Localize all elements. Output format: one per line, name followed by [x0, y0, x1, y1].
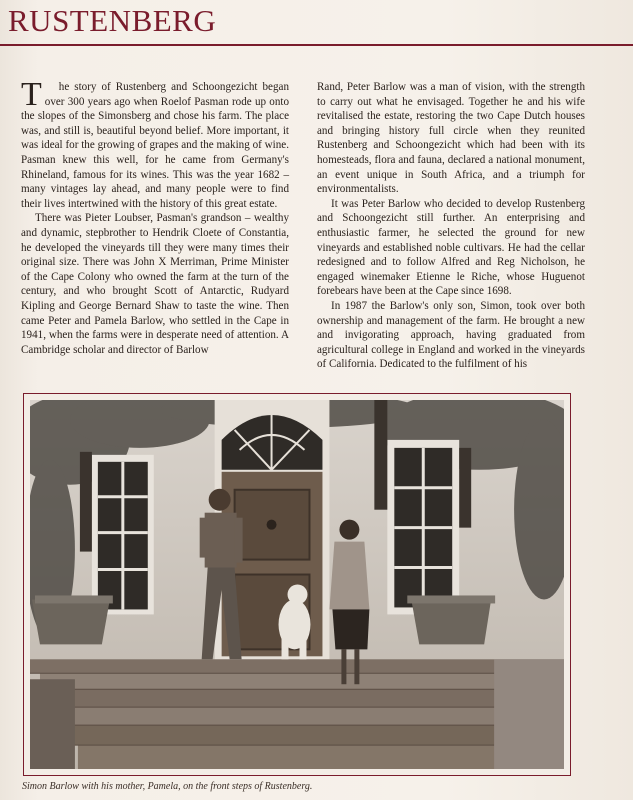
paragraph: There was Pieter Loubser, Pasman's grandson – wealthy and dynamic, stepbrother to Hendrik Cloete of Constantia, he developed the vineyards till they were many times their original size. There was John X Merriman, Prime Minister of the Cape Colony who owned the farm at the turn of the century, and who brought Scott of Antarctic, Rudyard Kipling and George Bernard Shaw to taste the wine. Then came Peter and Pamela Barlow, who settled in the Cape in 1941, when the farms were in desperate need of attention. A Cambridge scholar and director of Barlow [21, 212, 289, 356]
title-rule [0, 44, 633, 46]
paragraph: Rand, Peter Barlow was a man of vision, with the strength to carry out what he envisaged. Together he and his wife revitalised the estate, restoring the two Cape Dutch houses and bringing history full circle when they reunited Rustenberg and Schoongezicht which had been with its homesteads, flora and fauna, declared a national monument, an event unique in South Africa, and a triumph for environmentalists. [317, 81, 585, 196]
right-column [317, 80, 585, 372]
estate-photo [30, 400, 564, 769]
photo-caption: Simon Barlow with his mother, Pamela, on the front steps of Rustenberg. [22, 781, 313, 792]
paragraph: It was Peter Barlow who decided to develop Rustenberg and Schoongezicht still further. An enterprising and enthusiastic farmer, he selected the ground for new vineyards and established noble cultivars. He had the cellar redesigned and to follow Alfred and Reg Nicholson, he engaged winemaker Etienne le Riche, whose Huguenot forebears have been at the Cape since 1698. [317, 197, 585, 298]
paragraph: In 1987 the Barlow's only son, Simon, took over both ownership and management of the farm. He brought a new and invigorating approach, having graduated from agricultural college in England and worked in the vineyards of California. Dedicated to the fulfilment of his [317, 299, 585, 371]
drop-cap: T [21, 76, 42, 113]
photo-frame [23, 393, 571, 776]
front-steps [30, 659, 564, 769]
paragraph [21, 76, 289, 211]
left-column [21, 76, 289, 357]
paragraph-text: he story of Rustenberg and Schoongezicht began over 300 years ago when Roelof Pasman rode up onto the slopes of the Simonsberg and chose his farm. The place was, and still is, beautiful beyond belief. More important, it was ideal for the growing of grapes and the making of wine. Pasman knew this well, for he came from Germany's Rhineland, famous for its wines. This was the year 1682 – many vintages lay ahead, and many people were to find their lives intertwined with the history of this great estate. [21, 81, 289, 210]
page-title: RUSTENBERG [8, 3, 217, 38]
